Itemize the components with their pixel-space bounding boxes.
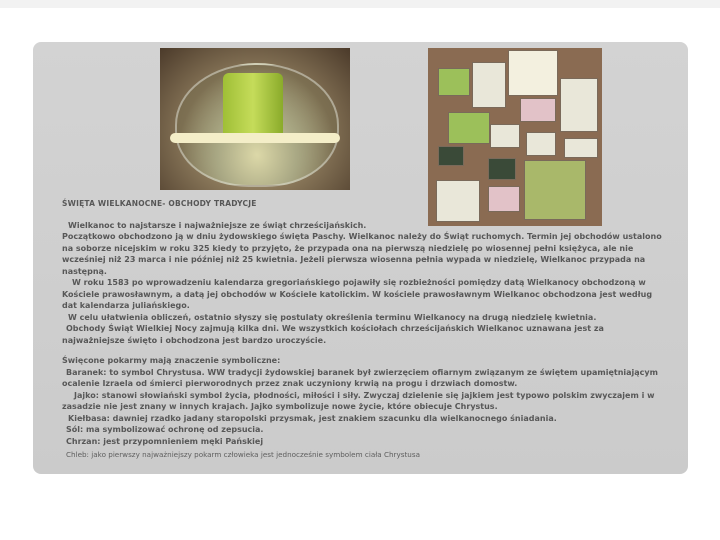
board-card <box>448 112 490 144</box>
paragraph: Wielkanoc to najstarsze i najważniejsze ze świąt chrześcijańskich. <box>68 220 367 230</box>
board-card <box>560 78 598 132</box>
symbol-item: Chrzan: jest przypomnieniem męki Pańskiej <box>66 436 264 446</box>
document-text <box>62 198 662 461</box>
board-card <box>526 132 556 156</box>
board-card <box>508 50 558 96</box>
symbol-item: Sól: ma symbolizować ochronę od zepsucia. <box>66 425 264 434</box>
easter-candle-photo <box>160 48 350 190</box>
paragraph: Początkowo obchodzono ją w dniu żydowskiego święta Paschy. Wielkanoc należy do Świąt ruchomych. Termin jej obchodów ustalono na soborze nicejskim w roku 325 kiedy to przyjęto, że przypada ona na pierwszą niedzielę po wiosennej pełni księżyca, ale nie wcześniej niż 23 marca i nie później niż 25 kwietnia. Jeżeli pierwsza wiosenna pełnia wypada w niedzielę, Wielkanoc przypada na następną. <box>62 232 662 276</box>
final-line: Chleb: jako pierwszy najważniejszy pokarm człowieka jest jednocześnie symbolem ciała Chrystusa <box>66 450 421 459</box>
paragraph: W celu ułatwienia obliczeń, ostatnio słyszy się postulaty określenia terminu Wielkanocy na drugą niedzielę kwietnia. <box>68 312 597 322</box>
paragraph: W roku 1583 po wprowadzeniu kalendarza gregoriańskiego pojawiły się rozbieżności pomiędzy datą Wielkanocy obchodzoną w Kościele prawosławnym, a datą jej obchodów w Kościele katolickim. W kościele prawosławnym Wielkanoc obchodzona jest według dat kalendarza juliańskiego. <box>62 278 653 310</box>
symbol-item: Jajko: stanowi słowiański symbol życia, płodności, miłości i siły. Zwyczaj dzielenie się jajkiem jest typowo polskim zwyczajem i w zasadzie nie jest znany w innych krajach. Jajko symbolizuje nowe życie, które obiecuje Chrystus. <box>62 390 655 411</box>
board-card <box>520 98 556 122</box>
ribbon-shape <box>170 133 340 143</box>
green-candle-shape <box>223 73 283 135</box>
board-card <box>564 138 598 158</box>
board-card <box>490 124 520 148</box>
symbols-heading: Święcone pokarmy mają znaczenie symboliczne: <box>62 356 281 365</box>
paragraph: Obchody Świąt Wielkiej Nocy zajmują kilka dni. We wszystkich kościołach chrześcijańskich Wielkanoc uznawana jest za najważniejsze święto i obchodzona jest bardzo uroczyście. <box>62 324 604 345</box>
symbol-item: Baranek: to symbol Chrystusa. WW tradycji żydowskiej baranek był zwierzęciem ofiarnym związanym ze świętem upamiętniającym ocalenie Izraela od śmierci pierworodnych przez znak uczyniony krwią na progu i drzwiach domostw. <box>62 367 658 388</box>
board-card <box>472 62 506 108</box>
board-card <box>438 146 464 166</box>
document-title: ŚWIĘTA WIELKANOCNE- OBCHODY TRADYCJE <box>62 199 257 208</box>
board-card <box>438 68 470 96</box>
symbol-item: Kiełbasa: dawniej rzadko jadany staropolski przysmak, jest znakiem szacunku dla wielkanocnego śniadania. <box>68 413 557 423</box>
board-card <box>488 158 516 180</box>
